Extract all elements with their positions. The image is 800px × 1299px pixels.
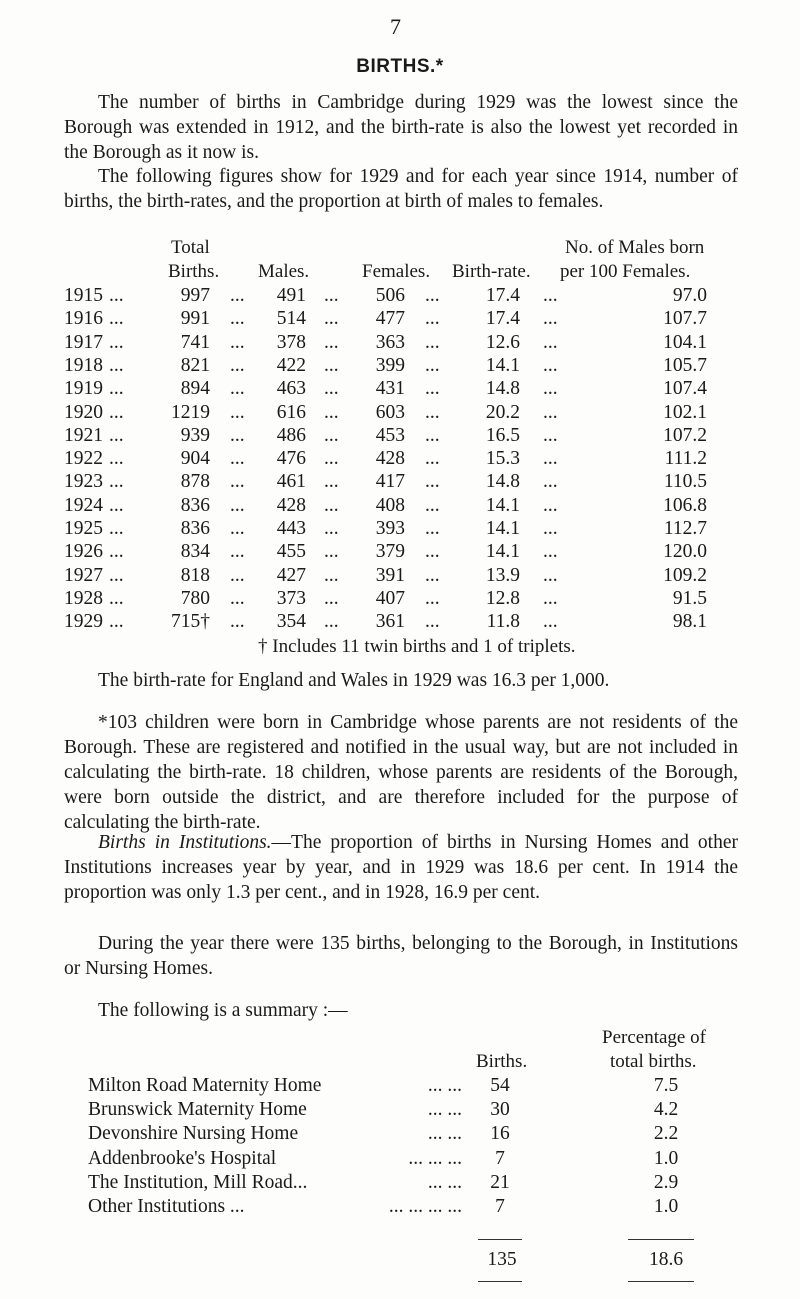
males-cell: 486 [276, 424, 306, 446]
leader-dots: ... [230, 494, 245, 516]
percentage-cell: 2.9 [653, 1171, 679, 1193]
birth-rate-cell: 14.1 [485, 494, 520, 516]
pct-total-rule-bottom [628, 1281, 694, 1282]
males-cell: 514 [276, 308, 306, 330]
institution-name: Brunswick Maternity Home [88, 1099, 307, 1121]
females-cell: 417 [375, 471, 405, 493]
leader-dots: ... [109, 331, 124, 353]
leader-dots: ... [425, 541, 440, 563]
leader-dots: ... [230, 308, 245, 330]
leader-dots: ... [324, 564, 339, 586]
leader-dots: ... [109, 541, 124, 563]
leader-dots: ... [109, 518, 124, 539]
summary-total-pct: 18.6 [648, 1249, 684, 1270]
births-total-rule-bottom [478, 1281, 522, 1282]
birth-rate-cell: 16.5 [485, 424, 520, 446]
table-row [0, 285, 800, 308]
table-row [0, 378, 800, 401]
females-cell: 431 [375, 378, 405, 400]
proportion-cell: 105.7 [663, 354, 707, 376]
summary-header-pct-line1: Percentage of [602, 1027, 706, 1048]
percentage-cell: 7.5 [653, 1075, 679, 1096]
header-males: Males. [258, 261, 310, 282]
males-cell: 427 [276, 564, 306, 586]
leader-dots: ... [543, 611, 558, 633]
leader-dots: ... [425, 611, 440, 633]
non-resident-paragraph: *103 children were born in Cambridge whose parents are not residents of the Borough. These are registered and notified in the usual way, but are not included in calculating the birth-rate. 18 children, whose parents are residents of the Borough, were born outside the district, and are therefore included for the purpose of calculating the birth-rate. [64, 712, 738, 833]
leader-dots: ... [109, 308, 124, 330]
births-total-rule-top [478, 1239, 522, 1240]
summary-header-pct-line2: total births. [610, 1051, 697, 1072]
year-cell: 1925 [64, 518, 103, 539]
females-cell: 361 [375, 611, 405, 633]
leader-dots: ... [109, 424, 124, 446]
header-proportion-line1: No. of Males born [565, 237, 705, 258]
males-cell: 422 [276, 354, 306, 376]
table-row [0, 588, 800, 611]
leader-dots: ... [543, 354, 558, 376]
leader-dots: ... [109, 564, 124, 586]
females-cell: 408 [375, 494, 405, 516]
total-cell: 878 [180, 471, 210, 493]
table-row [0, 471, 800, 494]
leader-dots: ... [230, 331, 245, 353]
birth-rate-cell: 14.8 [485, 378, 520, 400]
males-cell: 476 [276, 448, 306, 470]
list-item [0, 1172, 800, 1196]
proportion-cell: 111.2 [664, 448, 707, 470]
females-cell: 506 [375, 285, 405, 306]
leader-dots: ... [230, 354, 245, 376]
births-cell: 21 [490, 1171, 510, 1193]
leader-dots: ... [230, 471, 245, 493]
during-year-paragraph: During the year there were 135 births, belonging to the Borough, in Institutions or Nursing Homes. [64, 933, 738, 979]
proportion-cell: 102.1 [663, 401, 707, 423]
proportion-cell: 106.8 [663, 494, 707, 516]
intro-paragraph-2: The following figures show for 1929 and for each year since 1914, number of births, the birth-rates, and the proportion at birth of males to females. [64, 166, 738, 212]
leader-dots: ... [425, 587, 440, 609]
leader-dots: ... [324, 378, 339, 400]
proportion-cell: 97.0 [672, 285, 707, 306]
leader-dots: ... [425, 564, 440, 586]
total-cell: 997 [180, 285, 210, 306]
table-row [0, 611, 800, 634]
leader-dots: ... [324, 471, 339, 493]
leader-dots: ... [109, 378, 124, 400]
header-births: Births. [168, 261, 220, 282]
total-cell: 834 [180, 541, 210, 563]
females-cell: 407 [375, 587, 405, 609]
institution-name: Addenbrooke's Hospital [88, 1147, 277, 1169]
institutions-paragraph [64, 830, 738, 905]
females-cell: 428 [375, 448, 405, 470]
leader-dots: ... [230, 424, 245, 446]
proportion-cell: 107.7 [663, 308, 707, 330]
females-cell: 453 [375, 424, 405, 446]
females-cell: 363 [375, 331, 405, 353]
summary-header-births: Births. [476, 1051, 528, 1072]
table-row [0, 541, 800, 564]
leader-dots: ... [543, 308, 558, 330]
leader-dots: ... [109, 448, 124, 470]
table-row [0, 332, 800, 355]
total-cell: 991 [180, 308, 210, 330]
leader-dots: ... [324, 401, 339, 423]
total-cell: 741 [180, 331, 210, 353]
summary-total-births: 135 [487, 1249, 517, 1270]
year-cell: 1921 [64, 424, 103, 446]
births-cell: 54 [490, 1075, 510, 1096]
leader-dots: ... [230, 401, 245, 423]
males-cell: 443 [276, 518, 306, 539]
leader-dots: ... [543, 378, 558, 400]
males-cell: 428 [276, 494, 306, 516]
leader-dots: ... [109, 354, 124, 376]
males-cell: 378 [276, 331, 306, 353]
males-cell: 491 [276, 285, 306, 306]
page-number: 7 [390, 14, 401, 39]
leader-dots: ... [543, 285, 558, 306]
females-cell: 391 [375, 564, 405, 586]
leader-dots: ... [425, 448, 440, 470]
birth-rate-cell: 11.8 [486, 611, 520, 633]
leader-dots: ... [324, 448, 339, 470]
proportion-cell: 107.2 [663, 424, 707, 446]
total-cell: 836 [180, 518, 210, 539]
year-cell: 1917 [64, 331, 103, 353]
leader-dots: ... [324, 308, 339, 330]
leader-dots: ... [425, 424, 440, 446]
proportion-cell: 104.1 [663, 331, 707, 353]
table-row [0, 402, 800, 425]
leader-dots: ... [324, 424, 339, 446]
list-item [0, 1075, 800, 1099]
leader-dots: ... [324, 518, 339, 539]
table-row [0, 518, 800, 541]
leader-dots: ... [230, 378, 245, 400]
year-cell: 1926 [64, 541, 103, 563]
leader-dots: ... [543, 401, 558, 423]
birth-rate-cell: 12.6 [485, 331, 520, 353]
leader-dots: ... [230, 587, 245, 609]
leader-dots: ... [543, 541, 558, 563]
leader-dots: ... [543, 564, 558, 586]
leader-dots: ... [324, 587, 339, 609]
leader-dots: ... [324, 354, 339, 376]
page-heading: BIRTHS.* [356, 56, 444, 77]
leader-dots: ... [109, 494, 124, 516]
list-item [0, 1123, 800, 1147]
leader-dots: ... [109, 611, 124, 633]
leader-dots: ... [425, 471, 440, 493]
institution-name: The Institution, Mill Road... [88, 1171, 308, 1193]
year-cell: 1922 [64, 448, 103, 470]
total-cell: 818 [180, 564, 210, 586]
leader-dots: ... [543, 587, 558, 609]
year-cell: 1916 [64, 308, 103, 330]
birth-rate-cell: 14.8 [485, 471, 520, 493]
birth-rate-cell: 17.4 [485, 285, 520, 306]
leader-dots: ... [230, 448, 245, 470]
birth-rate-cell: 13.9 [485, 564, 520, 586]
table-row [0, 565, 800, 588]
birth-rate-cell: 14.1 [485, 518, 520, 539]
year-cell: 1915 [64, 285, 103, 306]
institutions-text: —The proportion of births in Nursing Homes and other Institutions increases year by year, and in 1929 was 18.6 per cent. In 1914 the proportion was only 1.3 per cent., and in 1928, 16.9 per cent. [64, 832, 738, 903]
leader-dots: ... [324, 331, 339, 353]
list-item [0, 1099, 800, 1123]
births-footnote: † Includes 11 twin births and 1 of triplets. [258, 636, 576, 657]
birth-rate-cell: 14.1 [485, 541, 520, 563]
leader-dots: ... [425, 378, 440, 400]
births-cell: 16 [490, 1123, 510, 1145]
year-cell: 1927 [64, 564, 103, 586]
year-cell: 1924 [64, 494, 103, 516]
leader-dots: ... [543, 494, 558, 516]
leader-dots: ... ... ... ... [388, 1196, 462, 1217]
year-cell: 1923 [64, 471, 103, 493]
leader-dots: ... [425, 401, 440, 423]
births-cell: 30 [490, 1099, 510, 1121]
total-cell: 904 [180, 448, 210, 470]
table-row [0, 448, 800, 471]
leader-dots: ... [109, 401, 124, 423]
intro-paragraph-1: The number of births in Cambridge during 1929 was the lowest since the Borough was extended in 1912, and the birth-rate is also the lowest yet recorded in the Borough as it now is. [64, 92, 738, 163]
year-cell: 1928 [64, 587, 103, 609]
males-cell: 616 [276, 401, 306, 423]
total-cell: 939 [180, 424, 210, 446]
percentage-cell: 4.2 [653, 1099, 679, 1121]
leader-dots: ... [324, 494, 339, 516]
females-cell: 603 [375, 401, 405, 423]
proportion-cell: 91.5 [672, 587, 707, 609]
table-row [0, 425, 800, 448]
females-cell: 393 [375, 518, 405, 539]
list-item [0, 1196, 800, 1220]
leader-dots: ... [230, 611, 245, 633]
leader-dots: ... [324, 285, 339, 306]
leader-dots: ... [324, 541, 339, 563]
leader-dots: ... [230, 541, 245, 563]
institution-name: Devonshire Nursing Home [88, 1123, 299, 1145]
leader-dots: ... [543, 424, 558, 446]
institutions-title: Births in Institutions. [98, 832, 272, 853]
year-cell: 1919 [64, 378, 103, 400]
header-proportion-line2: per 100 Females. [560, 261, 691, 282]
pct-total-rule-top [628, 1239, 694, 1240]
leader-dots: ... [324, 611, 339, 633]
births-cell: 7 [495, 1196, 505, 1217]
leader-dots: ... [543, 471, 558, 493]
table-row [0, 308, 800, 331]
year-cell: 1920 [64, 401, 103, 423]
header-birth-rate: Birth-rate. [452, 261, 531, 282]
leader-dots: ... ... [427, 1171, 462, 1193]
percentage-cell: 1.0 [653, 1196, 679, 1217]
proportion-cell: 110.5 [663, 471, 707, 493]
header-total: Total [171, 237, 210, 258]
proportion-cell: 107.4 [663, 378, 707, 400]
total-cell: 715† [171, 611, 210, 633]
year-cell: 1918 [64, 354, 103, 376]
leader-dots: ... [425, 331, 440, 353]
leader-dots: ... [425, 494, 440, 516]
birth-rate-cell: 14.1 [485, 354, 520, 376]
birth-rate-cell: 15.3 [485, 448, 520, 470]
birth-rate-cell: 20.2 [485, 401, 520, 423]
proportion-cell: 112.7 [663, 518, 707, 539]
leader-dots: ... [109, 471, 124, 493]
males-cell: 455 [276, 541, 306, 563]
institution-name: Other Institutions ... [88, 1196, 245, 1217]
leader-dots: ... [425, 285, 440, 306]
males-cell: 461 [276, 471, 306, 493]
birth-rate-cell: 12.8 [485, 587, 520, 609]
leader-dots: ... [543, 331, 558, 353]
males-cell: 463 [276, 378, 306, 400]
year-cell: 1929 [64, 611, 103, 633]
leader-dots: ... ... ... [408, 1147, 462, 1169]
leader-dots: ... ... [427, 1099, 462, 1121]
females-cell: 379 [375, 541, 405, 563]
proportion-cell: 120.0 [663, 541, 707, 563]
males-cell: 354 [276, 611, 306, 633]
leader-dots: ... [543, 518, 558, 539]
institution-name: Milton Road Maternity Home [88, 1075, 322, 1096]
leader-dots: ... [425, 354, 440, 376]
females-cell: 399 [375, 354, 405, 376]
proportion-cell: 109.2 [663, 564, 707, 586]
females-cell: 477 [375, 308, 405, 330]
table-row [0, 495, 800, 518]
leader-dots: ... [109, 587, 124, 609]
summary-intro: The following is a summary :— [98, 1000, 348, 1021]
total-cell: 836 [180, 494, 210, 516]
birth-rate-cell: 17.4 [485, 308, 520, 330]
total-cell: 894 [180, 378, 210, 400]
total-cell: 821 [180, 354, 210, 376]
leader-dots: ... ... [427, 1075, 462, 1096]
leader-dots: ... ... [427, 1123, 462, 1145]
leader-dots: ... [543, 448, 558, 470]
percentage-cell: 1.0 [653, 1147, 679, 1169]
leader-dots: ... [230, 518, 245, 539]
leader-dots: ... [230, 564, 245, 586]
table-row [0, 355, 800, 378]
leader-dots: ... [230, 285, 245, 306]
list-item [0, 1148, 800, 1172]
percentage-cell: 2.2 [653, 1123, 679, 1145]
total-cell: 1219 [171, 401, 210, 423]
total-cell: 780 [180, 587, 210, 609]
header-females: Females. [362, 261, 431, 282]
leader-dots: ... [425, 518, 440, 539]
leader-dots: ... [109, 285, 124, 306]
leader-dots: ... [425, 308, 440, 330]
males-cell: 373 [276, 587, 306, 609]
births-cell: 7 [495, 1147, 505, 1169]
england-wales-paragraph: The birth-rate for England and Wales in 1929 was 16.3 per 1,000. [98, 670, 610, 691]
proportion-cell: 98.1 [672, 611, 707, 633]
